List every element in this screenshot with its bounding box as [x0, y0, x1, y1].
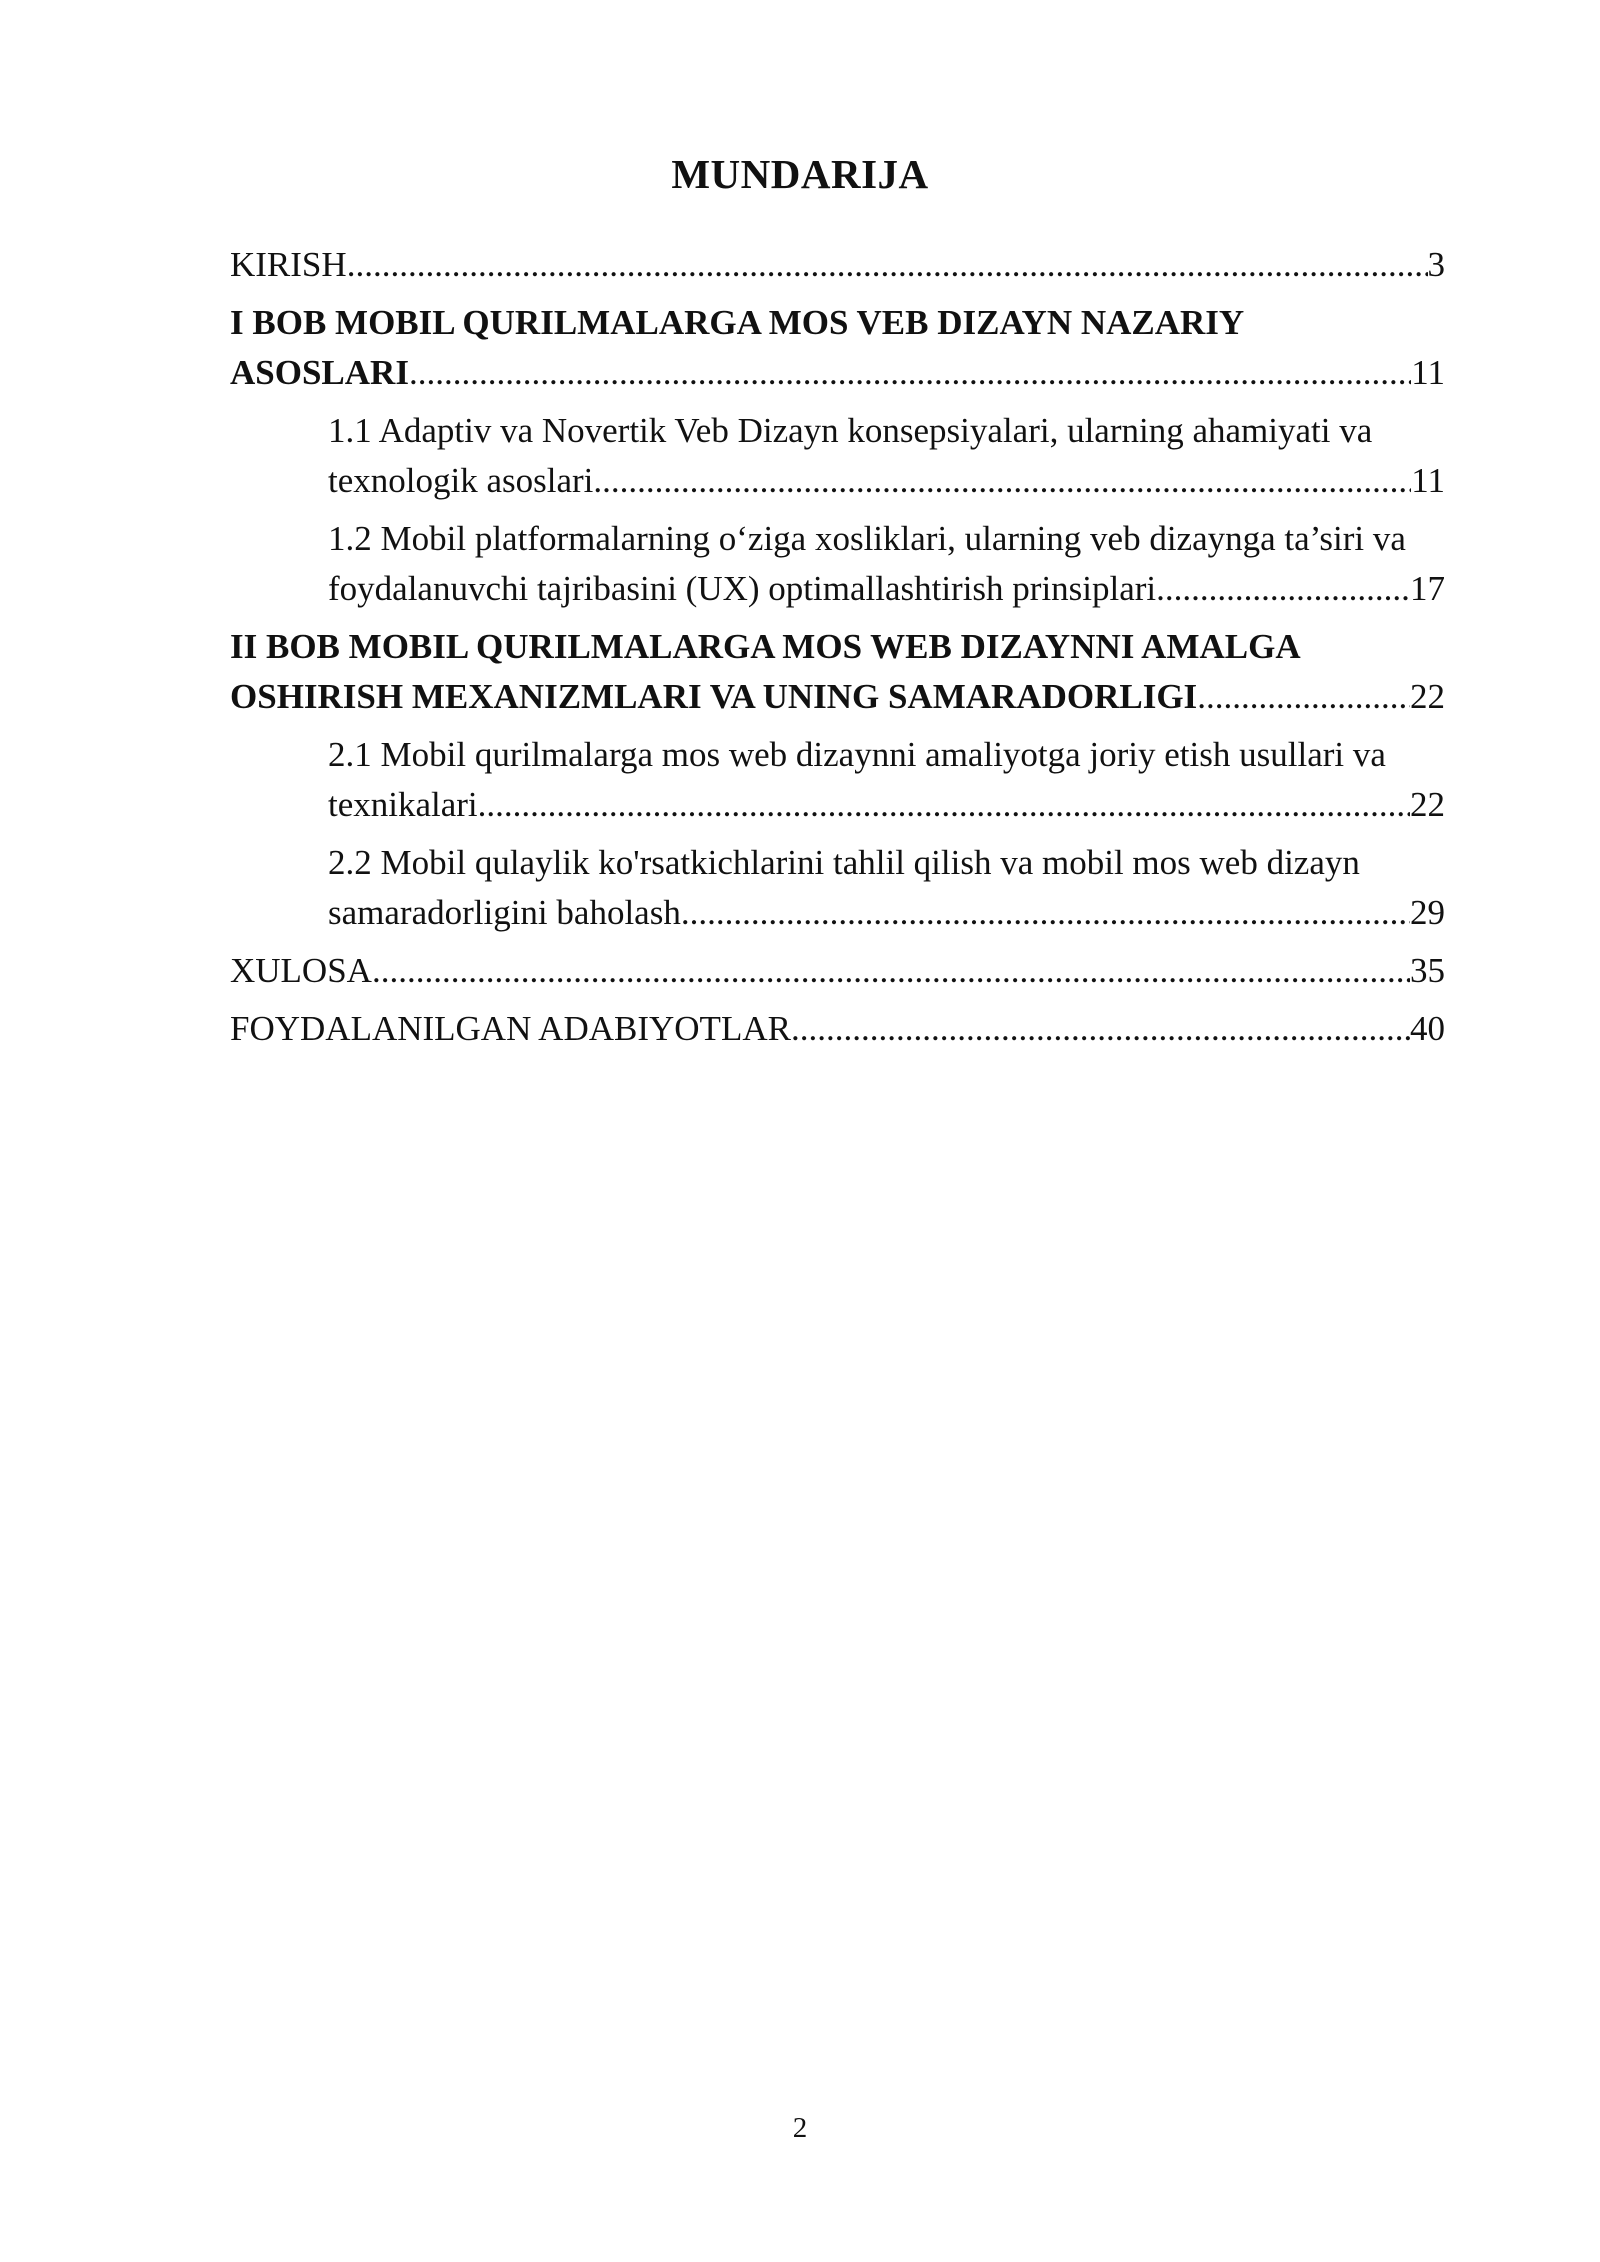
toc-entry-title: XULOSA	[230, 951, 372, 990]
toc-leader-dots	[1197, 672, 1410, 722]
toc-entry-title-line-1: II BOB MOBIL QURILMALARGA MOS WEB DIZAYNNI AMALGA	[230, 627, 1301, 666]
toc-page-number: 22	[1410, 785, 1445, 824]
toc-entry-title-line-2: ASOSLARI	[230, 353, 409, 392]
toc-leader-dots	[372, 946, 1410, 996]
table-of-contents	[230, 240, 1445, 1062]
toc-entry-title-line-1: 1.2 Mobil platformalarning o‘ziga xosliklari, ularning veb dizaynga ta’siri va	[328, 519, 1406, 558]
toc-entry-chapter-1[interactable]	[230, 298, 1445, 398]
toc-entry-title-line-1: I BOB MOBIL QURILMALARGA MOS VEB DIZAYN NAZARIY	[230, 303, 1245, 342]
toc-page-number: 17	[1410, 569, 1445, 608]
toc-page-number: 40	[1410, 1009, 1445, 1048]
toc-entry-title-line-2: OSHIRISH MEXANIZMLARI VA UNING SAMARADORLIGI	[230, 677, 1198, 716]
toc-page-number: 22	[1410, 677, 1445, 716]
toc-entry-chapter-2[interactable]	[230, 622, 1445, 722]
toc-entry-title-line-2: texnologik asoslari	[328, 461, 594, 500]
toc-entry-title: KIRISH	[230, 245, 347, 284]
toc-entry-title-line-2: texnikalari	[328, 785, 478, 824]
toc-entry-title-line-1: 2.2 Mobil qulaylik ko'rsatkichlarini tahlil qilish va mobil mos web dizayn	[328, 843, 1360, 882]
toc-page-number: 29	[1410, 893, 1445, 932]
toc-entry-title-line-1: 2.1 Mobil qurilmalarga mos web dizaynni amaliyotga joriy etish usullari va	[328, 735, 1386, 774]
toc-entry-xulosa[interactable]	[230, 946, 1445, 996]
toc-page-number: 11	[1411, 461, 1445, 500]
toc-leader-dots	[478, 780, 1410, 830]
toc-leader-dots	[593, 456, 1411, 506]
toc-entry-section-1-2[interactable]	[230, 514, 1445, 614]
toc-leader-dots	[681, 888, 1410, 938]
toc-leader-dots	[409, 348, 1411, 398]
toc-leader-dots	[1156, 564, 1410, 614]
toc-entry-references[interactable]	[230, 1004, 1445, 1054]
toc-leader-dots	[347, 240, 1428, 290]
toc-entry-kirish[interactable]	[230, 240, 1445, 290]
toc-entry-title-line-2: samaradorligini baholash	[328, 893, 681, 932]
toc-entry-title-line-1: 1.1 Adaptiv va Novertik Veb Dizayn konsepsiyalari, ularning ahamiyati va	[328, 411, 1373, 450]
toc-entry-section-1-1[interactable]	[230, 406, 1445, 506]
toc-page-number: 3	[1427, 245, 1445, 284]
page-number: 2	[792, 2112, 808, 2144]
toc-entry-title-line-2: foydalanuvchi tajribasini (UX) optimallashtirish prinsiplari	[328, 569, 1157, 608]
toc-entry-section-2-2[interactable]	[230, 838, 1445, 938]
toc-page-number: 35	[1410, 951, 1445, 990]
toc-leader-dots	[791, 1004, 1410, 1054]
toc-entry-title: FOYDALANILGAN ADABIYOTLAR	[230, 1009, 791, 1048]
toc-page-number: 11	[1411, 353, 1445, 392]
toc-entry-section-2-1[interactable]	[230, 730, 1445, 830]
page-title: MUNDARIJA	[671, 151, 929, 197]
